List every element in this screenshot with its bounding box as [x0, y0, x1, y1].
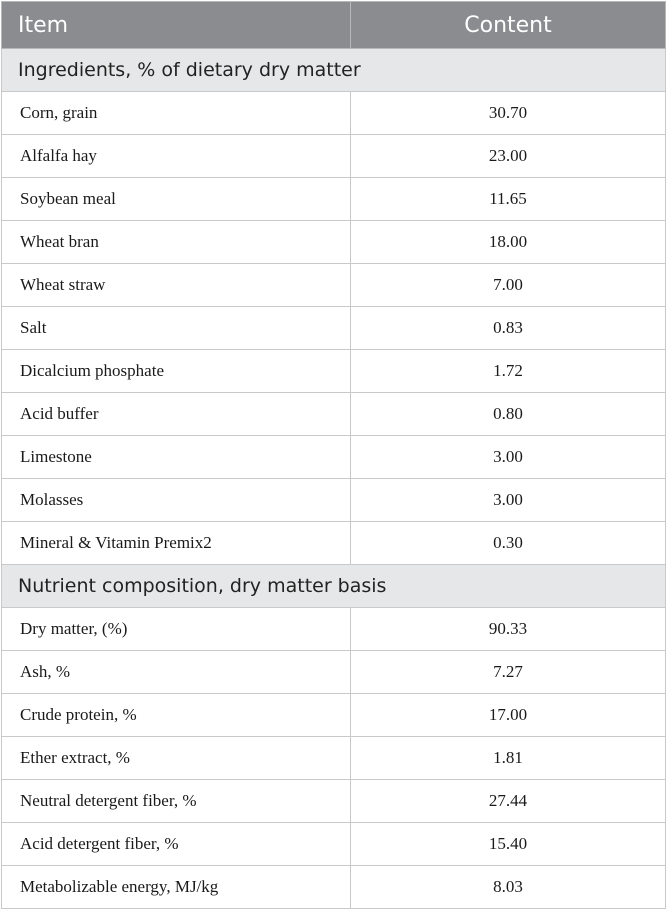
row-item-name: Alfalfa hay [2, 135, 351, 178]
row-item-name: Ether extract, % [2, 737, 351, 780]
table-row [2, 221, 666, 264]
row-item-name: Wheat bran [2, 221, 351, 264]
row-content-value: 8.03 [351, 866, 666, 909]
row-content-value: 0.30 [351, 522, 666, 565]
row-item-name: Dicalcium phosphate [2, 350, 351, 393]
row-item-name: Dry matter, (%) [2, 608, 351, 651]
row-item-name: Limestone [2, 436, 351, 479]
table-row [2, 823, 666, 866]
table-row [2, 479, 666, 522]
row-content-value: 30.70 [351, 92, 666, 135]
row-item-name: Molasses [2, 479, 351, 522]
section-title: Ingredients, % of dietary dry matter [2, 49, 666, 92]
table-header-row [2, 2, 666, 49]
row-item-name: Metabolizable energy, MJ/kg [2, 866, 351, 909]
row-content-value: 7.00 [351, 264, 666, 307]
row-content-value: 27.44 [351, 780, 666, 823]
row-item-name: Soybean meal [2, 178, 351, 221]
row-item-name: Neutral detergent fiber, % [2, 780, 351, 823]
section-header-row [2, 565, 666, 608]
row-item-name: Wheat straw [2, 264, 351, 307]
row-content-value: 0.83 [351, 307, 666, 350]
row-item-name: Acid detergent fiber, % [2, 823, 351, 866]
table-row [2, 264, 666, 307]
section-title: Nutrient composition, dry matter basis [2, 565, 666, 608]
row-item-name: Salt [2, 307, 351, 350]
table-row [2, 608, 666, 651]
column-header-item: Item [2, 2, 351, 49]
diet-composition-table [1, 1, 666, 909]
table-row [2, 651, 666, 694]
table-row [2, 737, 666, 780]
row-item-name: Mineral & Vitamin Premix2 [2, 522, 351, 565]
row-item-name: Crude protein, % [2, 694, 351, 737]
row-content-value: 18.00 [351, 221, 666, 264]
table-row [2, 393, 666, 436]
row-content-value: 7.27 [351, 651, 666, 694]
row-content-value: 23.00 [351, 135, 666, 178]
table-body [2, 49, 666, 909]
row-content-value: 15.40 [351, 823, 666, 866]
table-row [2, 135, 666, 178]
table-row [2, 307, 666, 350]
table-row [2, 436, 666, 479]
row-content-value: 90.33 [351, 608, 666, 651]
section-header-row [2, 49, 666, 92]
table-row [2, 866, 666, 909]
row-content-value: 3.00 [351, 479, 666, 522]
table-row [2, 522, 666, 565]
table-row [2, 350, 666, 393]
row-content-value: 1.72 [351, 350, 666, 393]
table-row [2, 178, 666, 221]
row-item-name: Corn, grain [2, 92, 351, 135]
row-content-value: 11.65 [351, 178, 666, 221]
row-content-value: 17.00 [351, 694, 666, 737]
row-item-name: Acid buffer [2, 393, 351, 436]
row-content-value: 1.81 [351, 737, 666, 780]
row-content-value: 0.80 [351, 393, 666, 436]
table-row [2, 694, 666, 737]
table-row [2, 780, 666, 823]
table-row [2, 92, 666, 135]
row-content-value: 3.00 [351, 436, 666, 479]
column-header-content: Content [351, 2, 666, 49]
row-item-name: Ash, % [2, 651, 351, 694]
